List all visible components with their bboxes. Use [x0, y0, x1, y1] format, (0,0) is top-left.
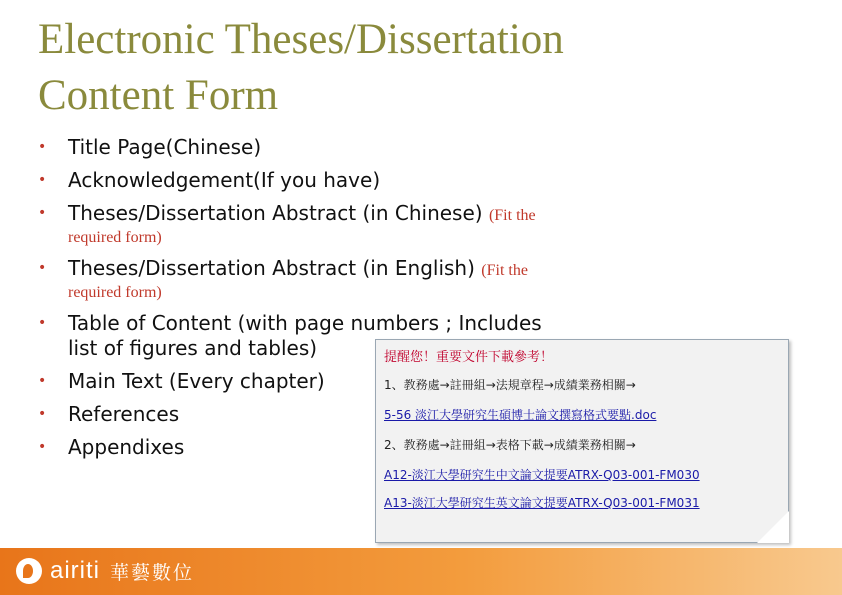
note-path-1: 1、教務處→註冊組→法規章程→成績業務相關→: [384, 378, 636, 392]
list-item-text: Theses/Dissertation Abstract (in Chinese): [68, 201, 483, 225]
bullet-icon: •: [38, 373, 47, 389]
note-heading: 提醒您！重要文件下載參考！: [384, 350, 554, 365]
list-item: [38, 135, 598, 160]
bullet-icon: •: [38, 205, 47, 221]
list-item: [38, 168, 598, 193]
download-link-english-abstract[interactable]: A13-淡江大學研究生英文論文提要ATRX-Q03-001-FM031: [384, 496, 700, 510]
list-item-text: Main Text (Every chapter): [68, 369, 325, 393]
list-item-text: Theses/Dissertation Abstract (in English): [68, 256, 475, 280]
bullet-icon: •: [38, 172, 47, 188]
download-link-format-guide[interactable]: 5-56 淡江大學研究生碩博士論文撰寫格式要點.doc: [384, 408, 657, 422]
bullet-icon: •: [38, 260, 47, 276]
list-item-note: (Fit the: [481, 262, 528, 279]
list-item-text-continued: list of figures and tables): [68, 336, 318, 360]
download-link-chinese-abstract[interactable]: A12-淡江大學研究生中文論文提要ATRX-Q03-001-FM030: [384, 468, 700, 482]
list-item-text: References: [68, 402, 180, 426]
list-item-note-continued: required form): [68, 284, 162, 301]
list-item: [38, 201, 598, 248]
slide-title-line-1: Electronic Theses/Dissertation: [38, 16, 564, 63]
bullet-icon: •: [38, 406, 47, 422]
list-item: [38, 256, 598, 303]
logo-text: airiti: [50, 557, 101, 584]
bullet-icon: •: [38, 439, 47, 455]
reference-note-box: [375, 339, 789, 543]
footer-bar: [0, 548, 842, 595]
slide-title: [38, 12, 738, 124]
list-item-note: (Fit the: [488, 207, 536, 224]
airiti-logo: [16, 557, 194, 585]
page-fold-corner: [757, 511, 789, 543]
airiti-logo-icon: [16, 558, 42, 584]
list-item-text: Title Page(Chinese): [68, 135, 262, 159]
logo-chinese-text: 華藝數位: [110, 561, 195, 584]
note-path-2: 2、教務處→註冊組→表格下載→成績業務相關→: [384, 438, 636, 452]
slide-title-line-2: Content Form: [38, 72, 279, 119]
list-item-text: Appendixes: [68, 435, 185, 459]
list-item-text: Table of Content (with page numbers ; Includes: [68, 311, 542, 335]
list-item-text: Acknowledgement(If you have): [68, 168, 381, 192]
list-item-note-continued: required form): [68, 229, 162, 246]
bullet-icon: •: [38, 139, 47, 155]
bullet-icon: •: [38, 315, 47, 331]
